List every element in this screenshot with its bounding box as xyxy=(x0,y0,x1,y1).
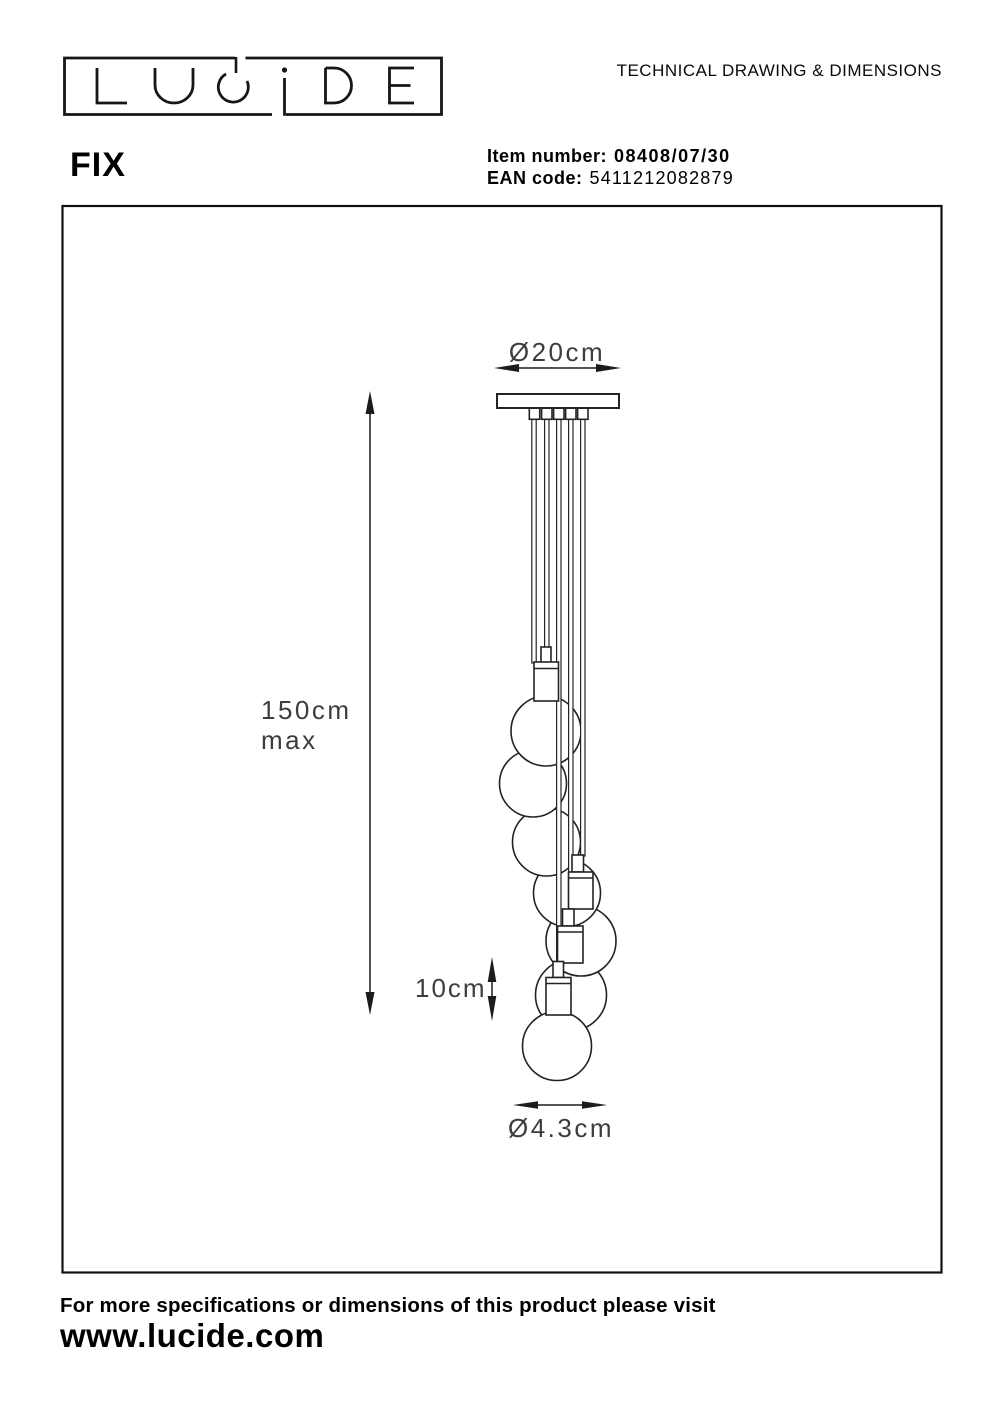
footer-url-link[interactable]: www.lucide.com xyxy=(60,1317,325,1354)
fitting-diameter-label: Ø4.3cm xyxy=(507,1113,615,1143)
bulb-spacing-arrow xyxy=(488,957,497,1021)
socket xyxy=(569,855,594,909)
bulb-sphere xyxy=(523,1012,592,1081)
ceiling-plate xyxy=(497,394,619,419)
logo-letter-u xyxy=(155,68,193,103)
cable-gland xyxy=(554,408,564,419)
socket xyxy=(534,647,559,701)
max-height-suffix: max xyxy=(261,725,318,755)
logo-letter-l xyxy=(97,68,127,103)
canopy-diameter-label: Ø20cm xyxy=(508,337,606,367)
ean-label: EAN code: xyxy=(487,168,583,188)
cable xyxy=(545,419,549,648)
bulb-spacing-label: 10cm xyxy=(415,973,487,1003)
ean-line xyxy=(487,168,734,189)
logo-letter-e xyxy=(390,68,415,103)
logo-letter-d xyxy=(326,68,352,103)
item-number-value: 08408/07/30 xyxy=(614,146,731,166)
cable xyxy=(569,419,573,911)
max-height-arrow xyxy=(366,391,375,1015)
item-number-line xyxy=(487,146,731,167)
fitting-diameter-arrow xyxy=(513,1101,607,1109)
cable-gland xyxy=(529,408,539,419)
lucide-logo xyxy=(65,57,442,116)
canopy-rect xyxy=(497,394,619,408)
cable xyxy=(581,419,585,856)
item-number-label: Item number: xyxy=(487,146,608,166)
cable xyxy=(532,419,536,663)
product-name: FIX xyxy=(70,146,126,184)
footer-note: For more specifications or dimensions of this product please visit xyxy=(60,1294,716,1317)
cable-gland xyxy=(566,408,576,419)
pendant-drawing xyxy=(497,394,619,1081)
cable-gland xyxy=(542,408,552,419)
logo-letter-i-dot xyxy=(282,67,287,72)
ean-value: 5411212082879 xyxy=(589,168,734,188)
max-height-value: 150cm xyxy=(261,695,352,725)
cable-gland xyxy=(578,408,588,419)
logo-letter-c xyxy=(218,74,248,102)
doc-title: TECHNICAL DRAWING & DIMENSIONS xyxy=(616,61,942,80)
max-height-label xyxy=(261,695,352,755)
